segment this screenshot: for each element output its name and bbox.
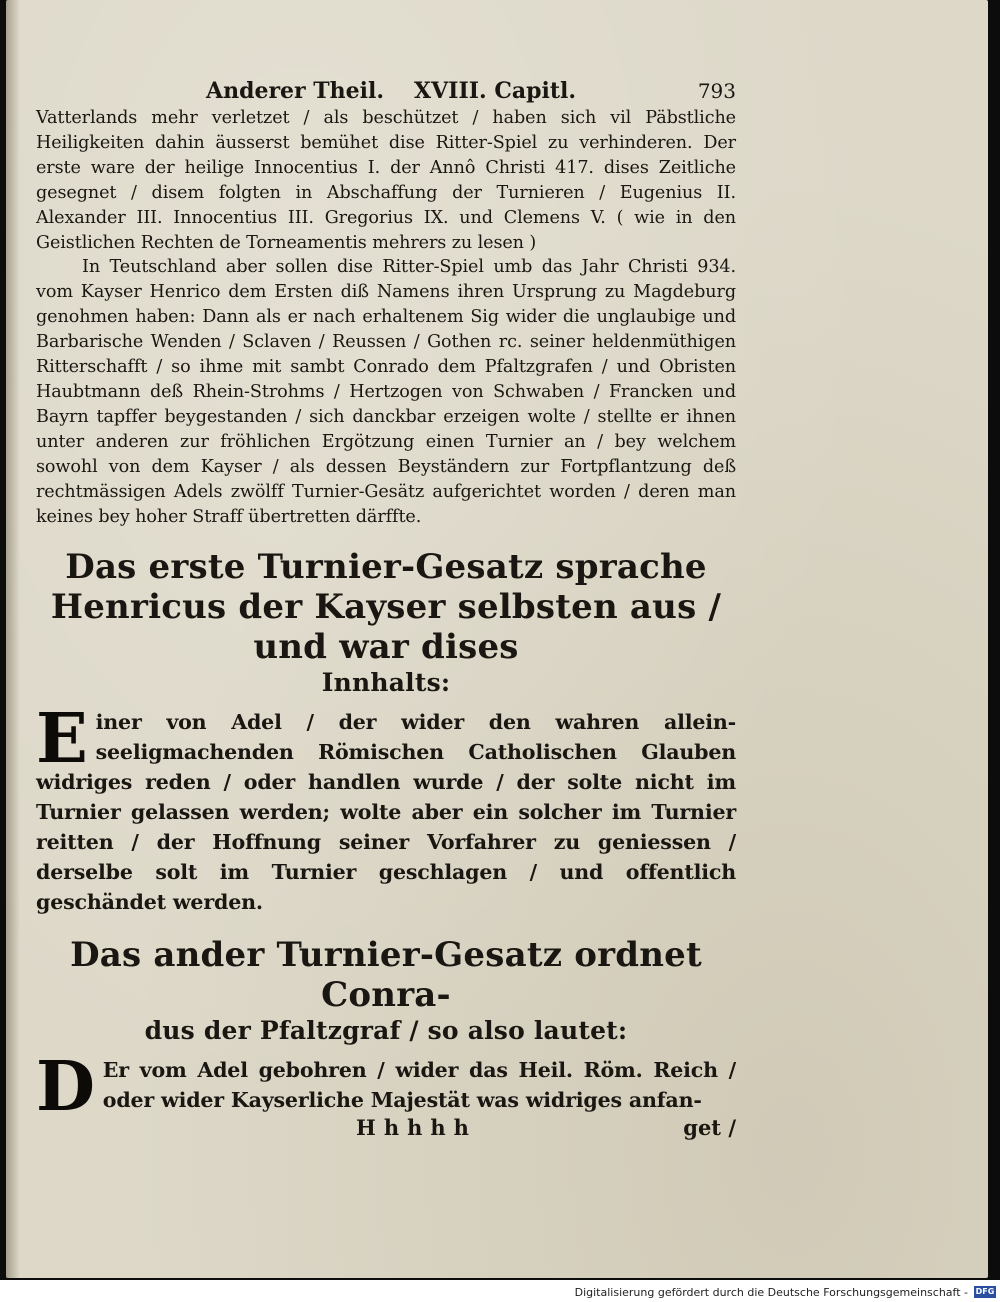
book-page bbox=[6, 0, 988, 1278]
law-1-heading-line2: Innhalts: bbox=[321, 668, 451, 698]
catchword: get / bbox=[683, 1115, 736, 1141]
running-head bbox=[36, 78, 736, 104]
running-head-part: Anderer Theil. bbox=[206, 78, 385, 104]
page-gutter-shadow bbox=[6, 0, 20, 1278]
footer-text: Digitalisierung gefördert durch die Deutsche Forschungsgemeinschaft - bbox=[574, 1285, 968, 1299]
page-number: 793 bbox=[697, 79, 736, 103]
dfg-logo-icon: DFG bbox=[975, 1287, 995, 1296]
law-2-heading-line2: dus der Pfaltzgraf / so also lautet: bbox=[144, 1016, 628, 1046]
law-1-body: iner von Adel / der wider den wahren allein-seeligmachenden Römischen Catholischen Glauben widriges reden / oder handlen wurde / der solte nicht im Turnier gelassen werden; wolte aber ein solcher im Turnier reitten / der Hoffnung seiner Vorfahrer zu geniessen / derselbe solt im Turnier geschlagen / und offentlich geschändet werden. bbox=[36, 710, 736, 915]
law-2-body: Er vom Adel gebohren / wider das Heil. Röm. Reich / oder wider Kayserliche Majestät was widriges anfan- bbox=[102, 1058, 736, 1113]
signature-mark: Hhhhh bbox=[356, 1115, 477, 1141]
law-1-heading bbox=[36, 547, 736, 699]
signature-row bbox=[36, 1115, 736, 1140]
footer-credit bbox=[575, 1283, 996, 1301]
law-2-dropcap: D bbox=[36, 1047, 95, 1128]
law-2-heading bbox=[36, 935, 736, 1047]
law-1-dropcap: E bbox=[36, 699, 88, 780]
law-1-text bbox=[36, 699, 736, 917]
paragraph-2: In Teutschland aber sollen dise Ritter-Spiel umb das Jahr Christi 934. vom Kayser Henrico dem Ersten diß Namens ihren Ursprung zu Magdeburg genohmen haben: Dann als er nach erhaltenem Sig wider die unglaubige und Barbarische Wenden / Sclaven / Reussen / Gothen rc. seiner heldenmüthigen Ritterschafft / so ihme mit sambt Conrado dem Pfaltzgrafen / und Obristen Haubtmann deß Rhein-Strohms / Hertzogen von Schwaben / Francken und Bayrn tapffer beygestanden / sich danckbar erzeigen wolte / stellte er ihnen unter anderen zur fröhlichen Ergötzung einen Turnier an / bey welchem sowohl von dem Kayser / als dessen Beyständern zur Fortpflantzung deß rechtmässigen Adels zwölff Turnier-Gesätz aufgerichtet worden / deren man keines bey hoher Straff übertretten därffte. bbox=[36, 257, 736, 527]
law-1-heading-main: Das erste Turnier-Gesatz sprache Henricus der Kayser selbsten aus / und war dises bbox=[50, 547, 722, 668]
law-2-heading-main: Das ander Turnier-Gesatz ordnet Conra- bbox=[70, 935, 702, 1016]
paragraph-1: Vatterlands mehr verletzet / als beschützet / haben sich vil Päbstliche Heiligkeiten dahin äusserst bemühet dise Ritter-Spiel zu verhinderen. Der erste ware der heilige Innocentius I. der Annô Christi 417. dises Zeitliche gesegnet / disem folgten in Abschaffung der Turnieren / Eugenius II. Alexander III. Innocentius III. Gregorius IX. und Clemens V. ( wie in den Geistlichen Rechten de Torneamentis mehrers zu lesen ) bbox=[36, 108, 736, 253]
running-head-chapter: XVIII. Capitl. bbox=[414, 78, 577, 104]
page-text bbox=[36, 78, 736, 1140]
